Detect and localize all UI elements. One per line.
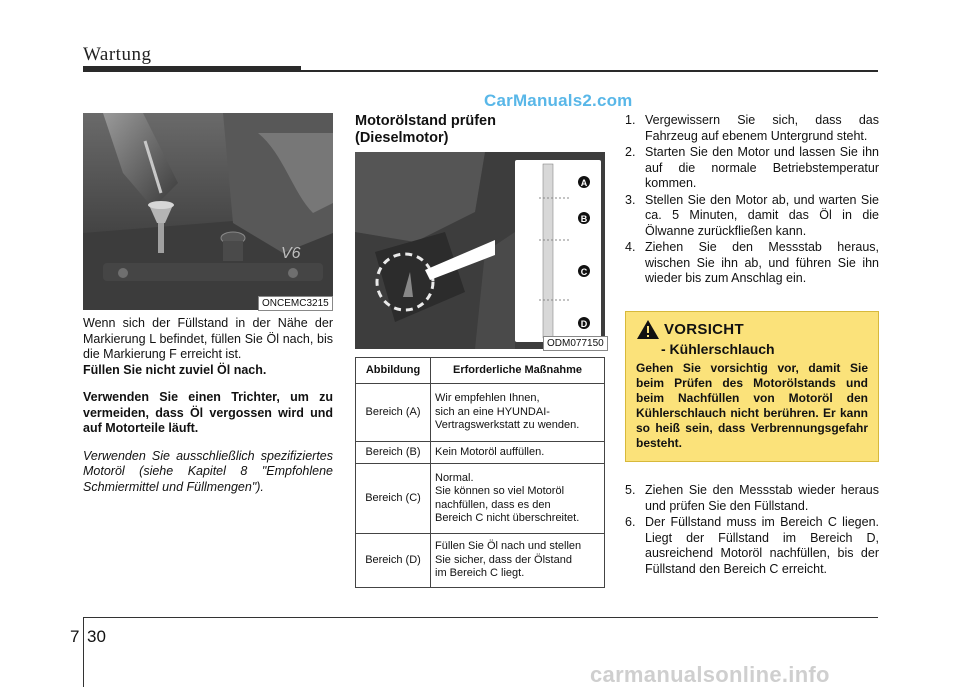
steps-list-bottom — [625, 483, 879, 578]
funnel-note: Verwenden Sie einen Trichter, um zu vermeiden, dass Öl vergossen wird und auf Motorteile läuft. — [83, 390, 333, 435]
step-item — [625, 515, 879, 577]
section-title — [355, 113, 605, 147]
step-text: Ziehen Sie den Messstab heraus, wischen Sie ihn ab, und führen Sie ihn wieder bis zum Anschlag ein. — [645, 240, 879, 285]
table-row — [356, 442, 605, 464]
action-line: Füllen Sie Öl nach und stellen — [435, 540, 582, 553]
action-line: sich an eine HYUNDAI- — [435, 405, 550, 418]
action-line: Normal. — [435, 471, 474, 484]
step-number: 1. — [625, 113, 636, 127]
header-rule — [301, 70, 878, 72]
engine-oil-fill-photo — [83, 113, 333, 310]
steps-list-top — [625, 113, 879, 288]
step-number: 3. — [625, 192, 636, 207]
left-text-column — [83, 316, 333, 507]
action-line: Sie können so viel Motoröl — [435, 485, 565, 497]
step-number: 4. — [625, 240, 636, 254]
table-cell-area: Bereich (B) — [356, 442, 431, 464]
table-header-row — [356, 358, 605, 384]
footer-divider — [83, 617, 84, 687]
table-cell-area: Bereich (C) — [356, 464, 431, 534]
caution-text: Gehen Sie vorsichtig vor, damit Sie beim Prüfen des Motorölstands und beim Nachfüllen von Motoröl den Kühlerschlauch nicht berühren. Er kann so heiß sein, dass Verbrennungsgefahr besteht. — [636, 361, 868, 450]
dipstick-photo — [355, 152, 605, 349]
table-header: Erforderliche Maßnahme — [431, 358, 605, 384]
dipstick-label-b: B — [580, 214, 588, 224]
table-cell-action — [431, 464, 605, 534]
table-cell-action — [431, 384, 605, 442]
dipstick-label-d: D — [580, 319, 588, 329]
step-number: 2. — [625, 145, 636, 159]
svg-text:V6: V6 — [281, 245, 301, 262]
section-title-line1: Motorölstand prüfen — [355, 113, 496, 129]
dipstick-label-a: A — [580, 178, 588, 188]
step-text: Vergewissern Sie sich, dass das Fahrzeug auf ebenem Untergrund steht. — [645, 113, 879, 143]
action-line: nachfüllen, dass es den — [435, 498, 551, 511]
table-row — [356, 464, 605, 534]
watermark-bottom: carmanualsonline.info — [590, 662, 830, 687]
fill-instruction — [83, 316, 333, 378]
table-cell-area: Bereich (A) — [356, 384, 431, 442]
oil-spec-note: Verwenden Sie ausschließlich spezifiziertes Motoröl (siehe Kapitel 8 "Empfohlene Schmiermittel und Füllmengen"). — [83, 448, 333, 494]
photo-caption: ODM077150 — [543, 336, 608, 351]
step-number: 5. — [625, 483, 636, 497]
step-text: Stellen Sie den Motor ab, und warten Sie ca. 5 Minuten, damit das Öl in die Ölwanne zurückfließen kann. — [645, 192, 879, 238]
table-cell-action — [431, 442, 605, 464]
step-number: 6. — [625, 515, 636, 529]
header-bar — [83, 66, 301, 72]
section-title-line2: (Dieselmotor) — [355, 130, 449, 146]
action-line: Bereich C nicht überschreitet. — [435, 512, 580, 524]
step-item — [625, 483, 879, 514]
action-line: Kein Motoröl auffüllen. — [435, 445, 545, 458]
action-line: Wir empfehlen Ihnen, — [435, 392, 540, 405]
action-line: Sie sicher, dass der Ölstand — [435, 553, 572, 566]
step-text: Der Füllstand muss im Bereich C liegen. Liegt der Füllstand im Bereich D, ausreichend Motoröl nachfüllen, bis der Füllstand den Bereich C erreicht. — [645, 515, 879, 576]
watermark-top: CarManuals2.com — [484, 91, 633, 110]
table-header: Abbildung — [356, 358, 431, 384]
step-text: Starten Sie den Motor und lassen Sie ihn auf die normale Betriebstemperatur kommen. — [645, 145, 879, 190]
dipstick-label-c: C — [580, 267, 588, 277]
caution-subtitle: - Kühlerschlauch — [661, 341, 775, 357]
page-number: 30 — [87, 627, 106, 646]
warning-triangle-icon — [636, 319, 660, 340]
fill-warning: Füllen Sie nicht zuviel Öl nach. — [83, 362, 267, 377]
fill-instruction-text: Wenn sich der Füllstand in der Nähe der Markierung L befindet, füllen Sie Öl nach, bis die Markierung F erreicht ist. — [83, 316, 333, 361]
table-cell-area: Bereich (D) — [356, 534, 431, 588]
photo-caption: ONCEMC3215 — [258, 296, 333, 311]
dipstick-measure-table — [355, 357, 605, 588]
step-item — [625, 145, 879, 192]
table-row — [356, 384, 605, 442]
step-text: Ziehen Sie den Messstab wieder heraus und prüfen Sie den Füllstand. — [645, 483, 879, 513]
chapter-title: Wartung — [83, 44, 152, 65]
step-item — [625, 240, 879, 287]
caution-title: VORSICHT — [664, 321, 744, 338]
action-line: Vertragswerkstatt zu wenden. — [435, 419, 580, 432]
chapter-number: 7 — [70, 627, 80, 646]
table-row — [356, 534, 605, 588]
step-item — [625, 113, 879, 144]
footer-rule — [83, 617, 878, 618]
step-item — [625, 193, 879, 240]
action-line: im Bereich C liegt. — [435, 567, 525, 580]
table-cell-action — [431, 534, 605, 588]
